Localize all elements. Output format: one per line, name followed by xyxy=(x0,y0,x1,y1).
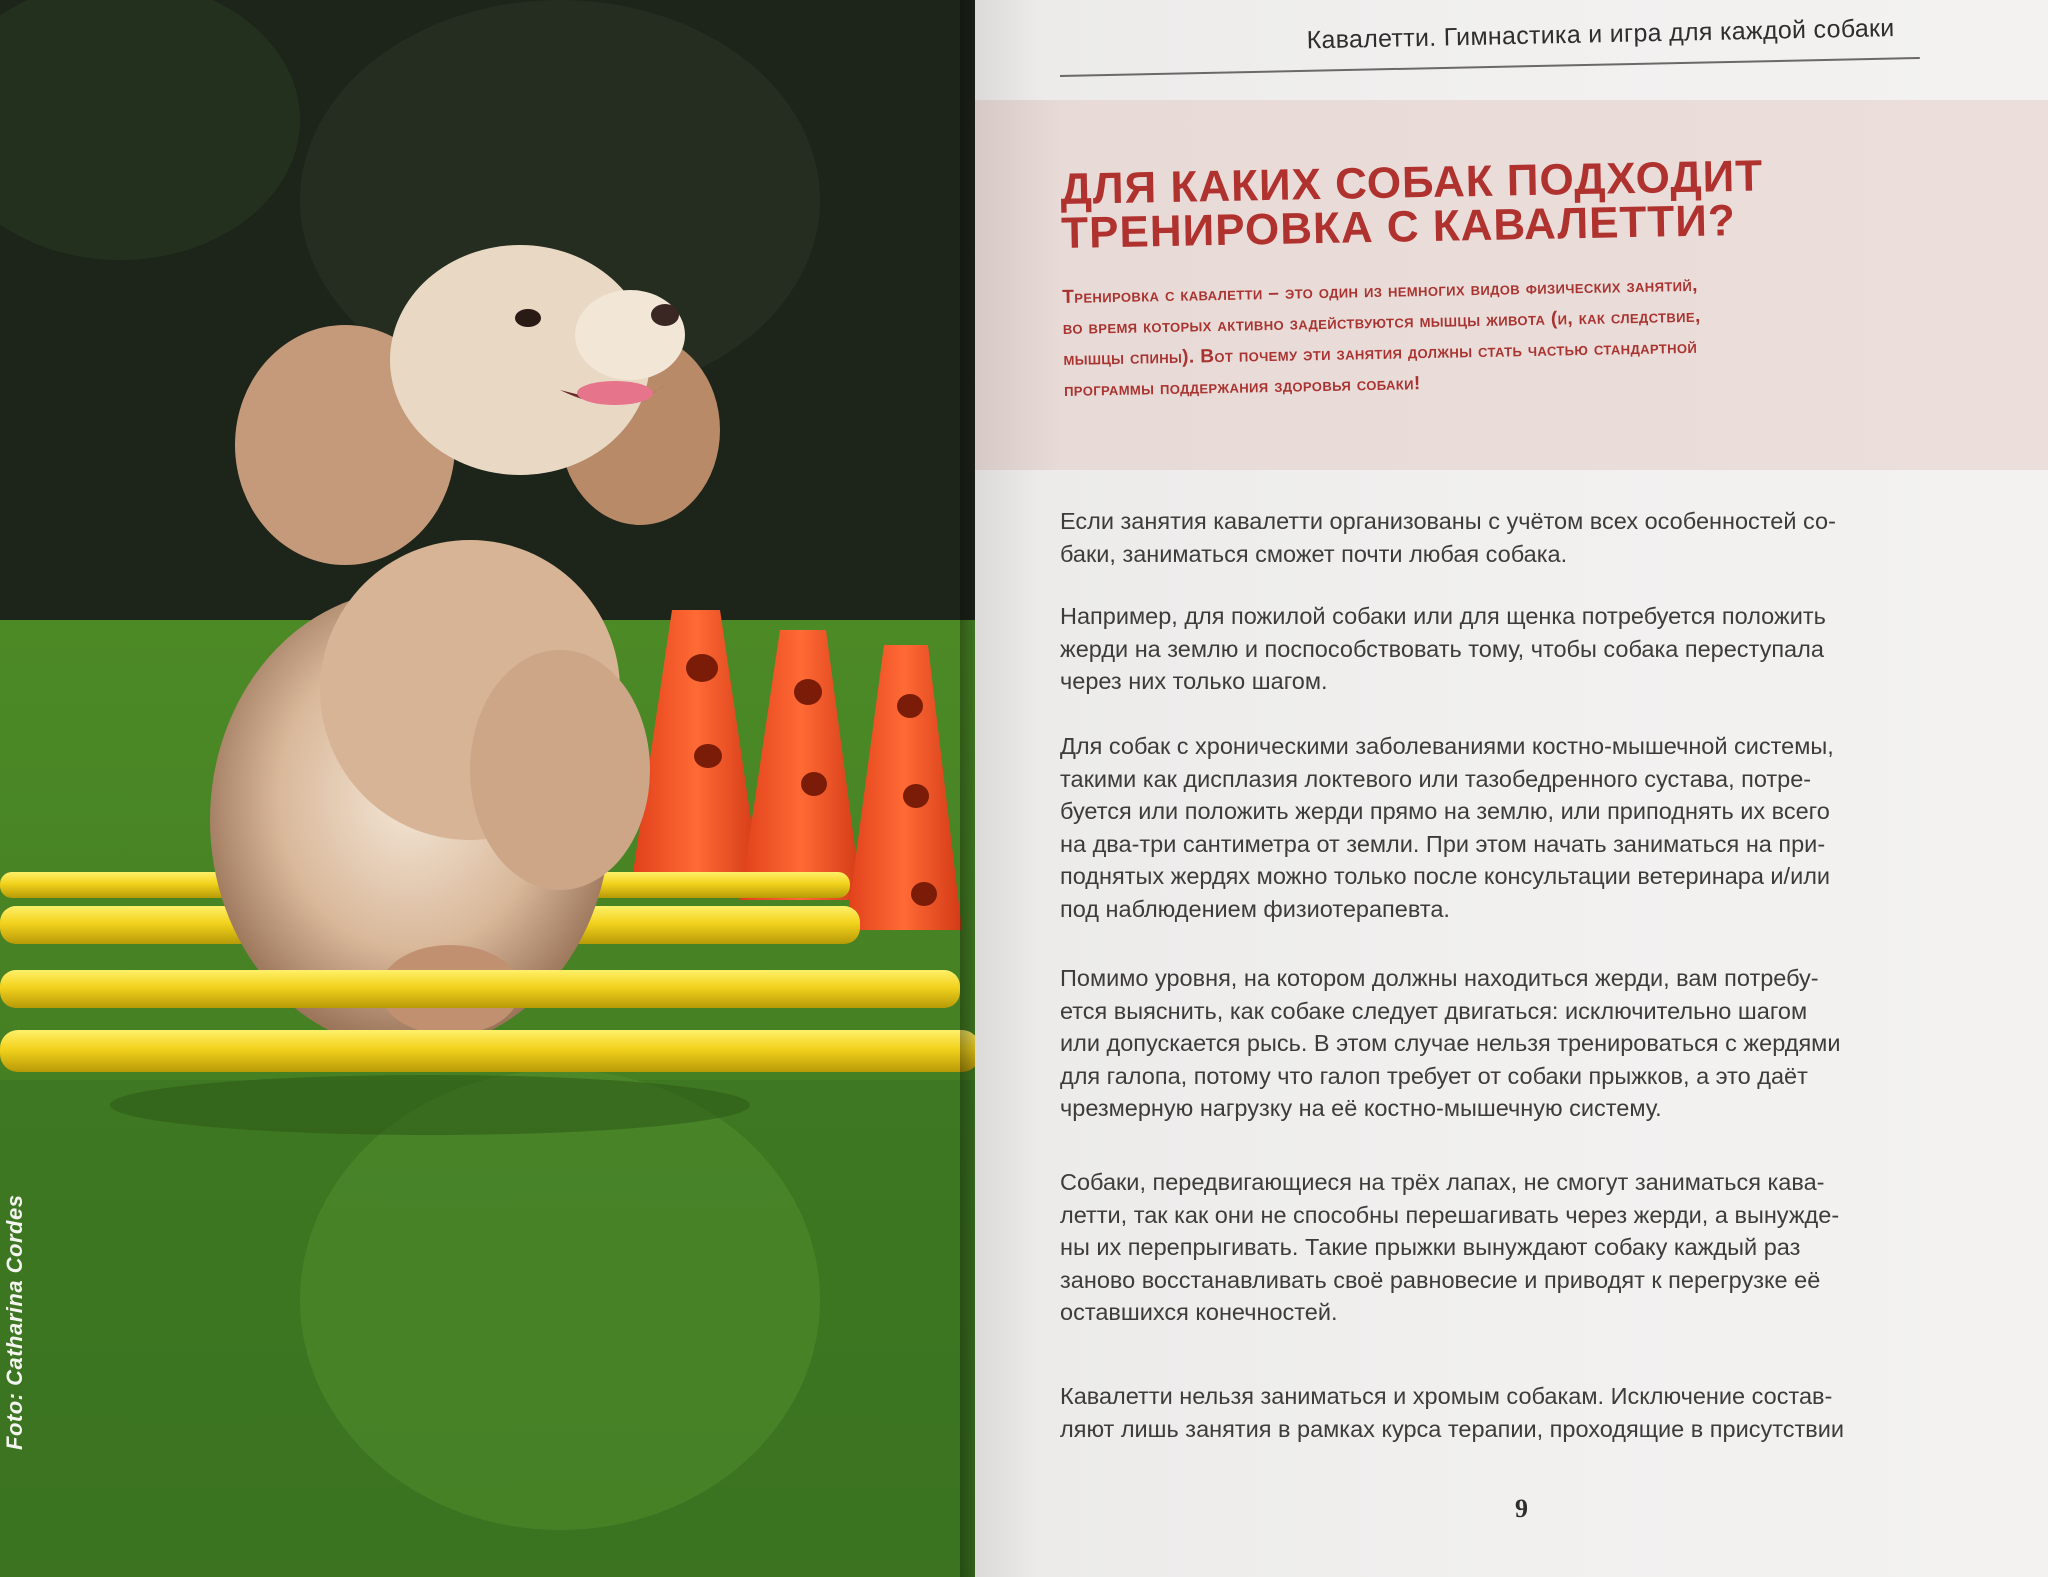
body-line: на два-три сантиметра от земли. При этом начать заниматься на при- xyxy=(1060,830,1826,857)
body-paragraph xyxy=(1060,962,1960,1125)
dog-photo-illustration xyxy=(0,0,980,1577)
body-line: жерди на землю и поспособствовать тому, чтобы собака переступала xyxy=(1060,635,1824,662)
section-title xyxy=(1060,151,1962,256)
body-paragraph xyxy=(1060,1380,1960,1445)
photo-credit: Foto: Catharina Cordes xyxy=(2,1194,27,1450)
body-line: такими как дисплазия локтевого или тазобедренного сустава, потре- xyxy=(1060,765,1812,792)
lead-line: Тренировка с кавалетти – это один из немногих видов физических занятий, xyxy=(1062,274,1699,308)
body-line: Помимо уровня, на котором должны находиться жерди, вам потребу- xyxy=(1060,965,1819,991)
body-line: Для собак с хроническими заболеваниями костно-мышечной системы, xyxy=(1060,733,1834,759)
body-paragraph xyxy=(1060,1166,1960,1329)
body-line: или допускается рысь. В этом случае нельзя тренироваться с жердями xyxy=(1060,1030,1841,1056)
lead-line: мышцы спины). Вот почему эти занятия должны стать частью стандартной xyxy=(1063,336,1698,370)
body-line: ется выяснить, как собаке следует двигаться: исключительно шагом xyxy=(1060,997,1808,1024)
text-page xyxy=(975,0,2048,1577)
body-line: ляют лишь занятия в рамках курса терапии, проходящие в присутствии xyxy=(1060,1415,1844,1442)
body-line: через них только шагом. xyxy=(1060,668,1328,694)
lead-line: программы поддержания здоровья собаки! xyxy=(1063,373,1421,401)
body-paragraph xyxy=(1060,730,1960,925)
body-line: Собаки, передвигающиеся на трёх лапах, не смогут заниматься кава- xyxy=(1060,1169,1825,1195)
body-line: летти, так как они не способны перешагивать через жерди, а вынужде- xyxy=(1060,1201,1840,1228)
body-paragraph xyxy=(1060,600,1960,698)
body-line: оставшихся конечностей. xyxy=(1060,1299,1338,1325)
body-line: чрезмерную нагрузку на её костно-мышечную систему. xyxy=(1060,1095,1662,1121)
section-title-line: ДЛЯ КАКИХ СОБАК ПОДХОДИТ xyxy=(1059,151,1764,214)
body-line: баки, заниматься сможет почти любая собака. xyxy=(1060,540,1568,567)
body-line: ны их перепрыгивать. Такие прыжки вынуждают собаку каждый раз xyxy=(1060,1234,1801,1260)
body-line: под наблюдением физиотерапевта. xyxy=(1060,895,1450,922)
body-paragraph xyxy=(1060,505,1960,570)
running-head: Кавалетти. Гимнастика и игра для каждой собаки xyxy=(1306,14,1895,55)
body-line: для галопа, потому что галоп требует от собаки прыжков, а это даёт xyxy=(1060,1062,1808,1089)
page-number: 9 xyxy=(1515,1494,1528,1523)
body-line: Если занятия кавалетти организованы с учётом всех особенностей со- xyxy=(1060,508,1836,534)
body-line: буется или положить жерди прямо на землю, или приподнять их всего xyxy=(1060,798,1830,824)
lead-line: во время которых активно задействуются мышцы живота (и, как следствие, xyxy=(1062,305,1701,339)
photo-page xyxy=(0,0,980,1577)
header-rule xyxy=(1060,57,1920,77)
body-line: заново восстанавливать своё равновесие и приводят к перегрузке её xyxy=(1060,1266,1821,1293)
body-line: поднятых жердях можно только после консультации ветеринара и/или xyxy=(1060,863,1831,889)
body-line: Например, для пожилой собаки или для щенка потребуется положить xyxy=(1060,603,1826,629)
lead-paragraph xyxy=(1062,265,1964,406)
body-line: Кавалетти нельзя заниматься и хромым собакам. Исключение состав- xyxy=(1060,1383,1833,1409)
section-title-line: ТРЕНИРОВКА С КАВАЛЕТТИ? xyxy=(1060,196,1737,258)
